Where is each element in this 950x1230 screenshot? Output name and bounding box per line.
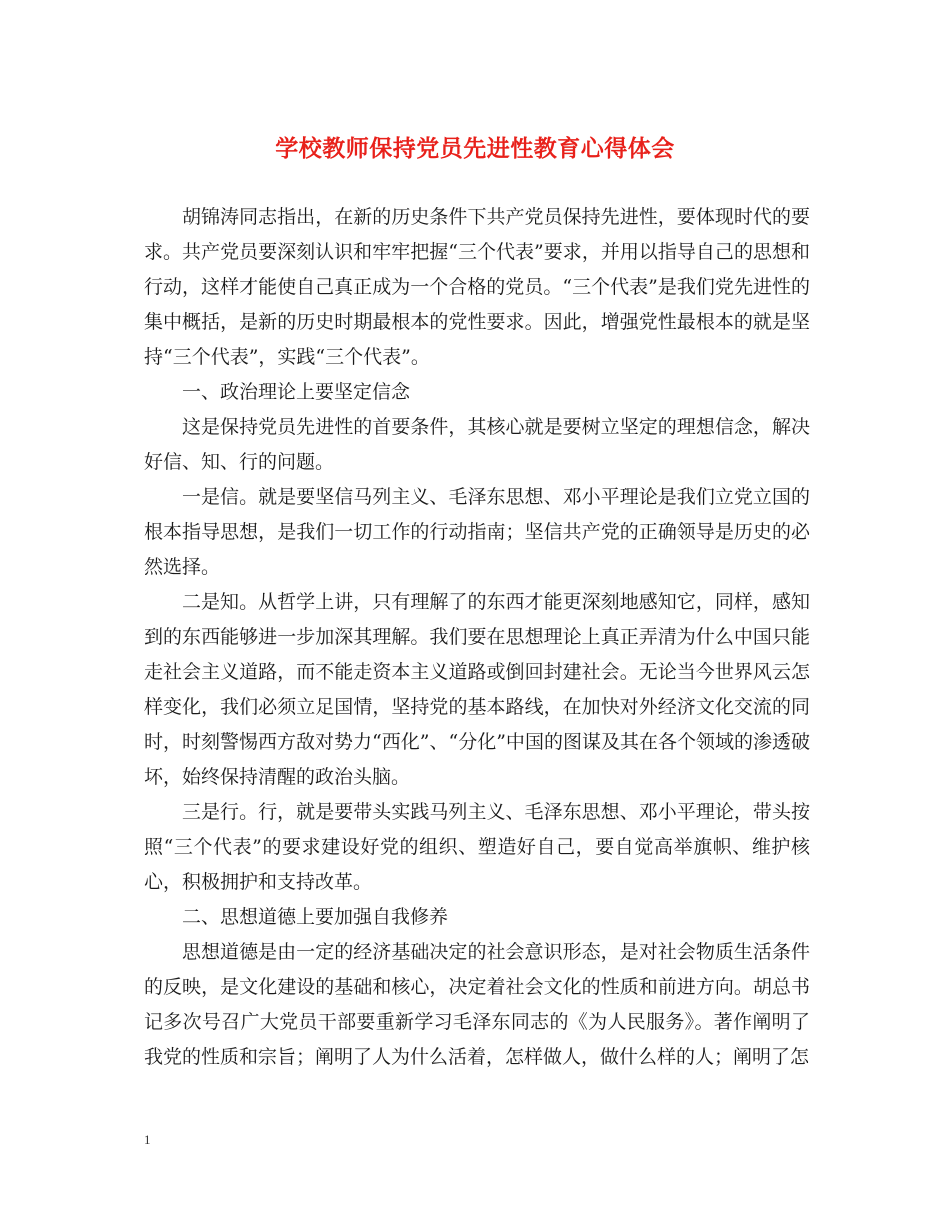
document-body	[144, 200, 810, 1075]
paragraph: 思想道德是由一定的经济基础决定的社会意识形态，是对社会物质生活条件的反映，是文化建设的基础和核心，决定着社会文化的性质和前进方向。胡总书记多次号召广大党员干部要重新学习毛泽东同志的《为人民服务》。著作阐明了我党的性质和宗旨；阐明了人为什么活着，怎样做人，做什么样的人；阐明了怎	[144, 941, 810, 1068]
section-heading: 二、思想道德上要加强自我修养	[182, 906, 449, 928]
paragraph: 这是保持党员先进性的首要条件，其核心就是要树立坚定的理想信念，解决好信、知、行的问题。	[144, 416, 810, 473]
document-title: 学校教师保持党员先进性教育心得体会	[275, 135, 675, 162]
paragraph: 一是信。就是要坚信马列主义、毛泽东思想、邓小平理论是我们立党立国的根本指导思想，是我们一切工作的行动指南；坚信共产党的正确领导是历史的必然选择。	[144, 486, 810, 578]
page-number: 1	[144, 1132, 151, 1147]
paragraph: 二是知。从哲学上讲，只有理解了的东西才能更深刻地感知它，同样，感知到的东西能够进一步加深其理解。我们要在思想理论上真正弄清为什么中国只能走社会主义道路，而不能走资本主义道路或倒回封建社会。无论当今世界风云怎样变化，我们必须立足国情，坚持党的基本路线，在加快对外经济文化交流的同时，时刻警惕西方敌对势力“西化”、“分化”中国的图谋及其在各个领域的渗透破坏，始终保持清醒的政治头脑。	[144, 591, 810, 788]
section-heading: 一、政治理论上要坚定信念	[182, 381, 411, 403]
paragraph: 三是行。行，就是要带头实践马列主义、毛泽东思想、邓小平理论，带头按照“三个代表”的要求建设好党的组织、塑造好自己，要自觉高举旗帜、维护核心，积极拥护和支持改革。	[144, 801, 810, 893]
paragraph: 胡锦涛同志指出，在新的历史条件下共产党员保持先进性，要体现时代的要求。共产党员要深刻认识和牢牢把握“三个代表”要求，并用以指导自己的思想和行动，这样才能使自己真正成为一个合格的党员。“三个代表”是我们党先进性的集中概括，是新的历史时期最根本的党性要求。因此，增强党性最根本的就是坚持“三个代表”，实践“三个代表”。	[144, 206, 810, 368]
